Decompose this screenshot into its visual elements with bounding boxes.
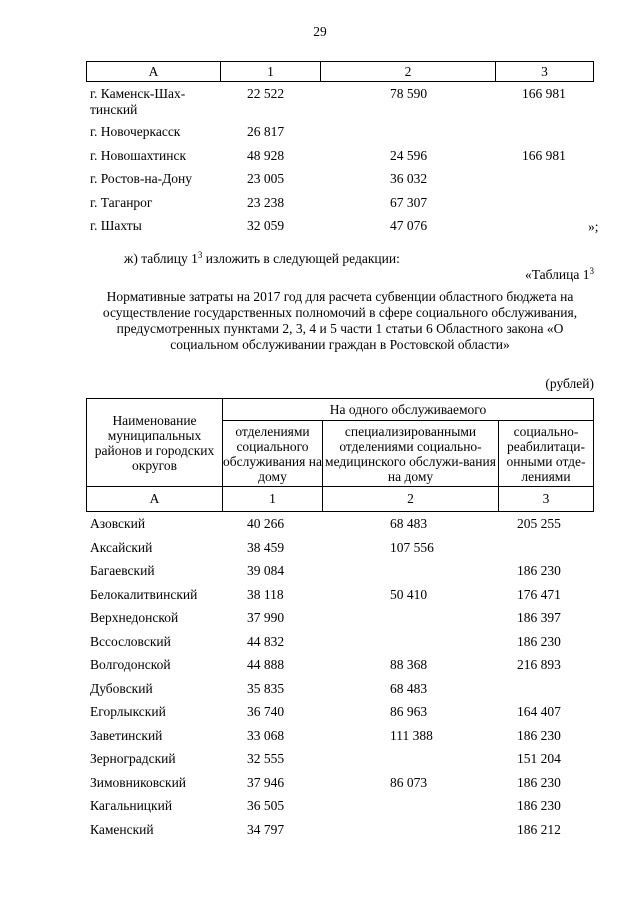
row-name: г. Новошахтинск: [90, 147, 186, 163]
cell-value: 67 307: [390, 194, 428, 210]
table-row: [90, 171, 594, 195]
cell-value: 86 963: [390, 704, 428, 719]
table-row: [90, 148, 594, 172]
cell-value: 35 835: [247, 680, 285, 696]
page-number: 29: [313, 24, 327, 39]
unit-label: (рублей): [545, 376, 594, 391]
table-row: [90, 516, 594, 540]
header-sub-cell: специализированными отделениями социально-медицинского обслужи-вания на дому: [323, 421, 499, 486]
cell-value: 40 266: [247, 516, 285, 531]
cell-value: 32 555: [247, 751, 285, 766]
cell-value: 37 990: [247, 610, 285, 625]
row-name: Зимовниковский: [90, 774, 187, 790]
row-name: г. Ростов-на-Дону: [90, 171, 193, 187]
cell-value: 111 388: [390, 727, 433, 743]
cell-value: 186 397: [517, 610, 561, 625]
table-row: [90, 218, 594, 242]
cell-value: 186 212: [517, 821, 561, 837]
header-index-cell: 3: [542, 491, 550, 506]
table1-header-cell: 3: [495, 62, 593, 81]
table1-header-cell: 2: [320, 62, 495, 81]
row-name: Дубовский: [90, 680, 153, 696]
amendment-paragraph: [124, 250, 400, 267]
cell-value: 36 740: [247, 704, 285, 719]
cell-value: 22 522: [247, 86, 285, 101]
row-name: Верхнедонской: [90, 610, 179, 625]
header-index-cell: 2: [323, 487, 499, 511]
table-row: [90, 634, 594, 658]
cell-value: 50 410: [390, 586, 428, 602]
header-name-cell: Наименование муниципальных районов и городских округов: [87, 399, 223, 486]
cell-value: 186 230: [517, 798, 561, 813]
table-row: [90, 728, 594, 752]
table1-header-cell: А: [148, 63, 159, 79]
cell-value: 37 946: [247, 774, 285, 790]
paragraph-text: ж) таблицу 1: [124, 251, 198, 266]
paragraph-text: изложить в следующей редакции:: [202, 251, 400, 266]
cell-value: 44 888: [247, 657, 285, 672]
cell-value: 86 073: [390, 774, 428, 790]
cell-value: 38 118: [247, 586, 284, 602]
table-row: [90, 704, 594, 728]
cell-value: 186 230: [517, 633, 561, 649]
row-name: Егорлыкский: [90, 704, 166, 719]
row-name: Зерноградский: [90, 751, 176, 766]
table-row: [90, 751, 594, 775]
cell-value: 47 076: [390, 218, 428, 234]
cell-value: 186 230: [517, 774, 561, 790]
row-name: Азовский: [90, 516, 146, 531]
cell-value: 164 407: [517, 704, 561, 719]
row-name: Белокалитвинский: [90, 586, 198, 602]
table-row: [90, 195, 594, 219]
row-name: Каменский: [90, 821, 154, 837]
cell-value: 23 005: [247, 171, 285, 187]
cell-value: 186 230: [517, 563, 561, 578]
header-index-row: [87, 486, 593, 511]
row-name: Аксайский: [90, 539, 153, 555]
cell-value: 68 483: [390, 516, 428, 531]
cell-value: 166 981: [522, 147, 566, 163]
cell-value: 24 596: [390, 147, 428, 163]
row-name: г. Таганрог: [90, 194, 153, 210]
table-row: [90, 775, 594, 799]
cell-value: 186 230: [517, 727, 561, 743]
cell-value: 48 928: [247, 147, 285, 163]
table-row: [90, 798, 594, 822]
table-row: [90, 563, 594, 587]
cell-value: 32 059: [247, 218, 285, 234]
row-name: Багаевский: [90, 563, 155, 578]
cell-value: 36 505: [247, 798, 285, 813]
row-name: г. Каменск-Шах-тинский: [90, 86, 186, 117]
cell-value: 36 032: [390, 171, 428, 187]
quote-close: »;: [588, 219, 599, 234]
cell-value: 44 832: [247, 633, 285, 649]
table-row: [90, 657, 594, 681]
cell-value: 107 556: [390, 539, 434, 555]
cell-value: 26 817: [247, 124, 285, 139]
cell-value: 151 204: [517, 751, 561, 766]
header-index-cell: 1: [223, 487, 323, 511]
cell-value: 176 471: [517, 586, 561, 602]
cell-value: 38 459: [247, 539, 285, 555]
row-name: Заветинский: [90, 727, 163, 743]
row-name: Волгодонской: [90, 657, 171, 672]
table1-body: [90, 86, 594, 242]
cell-value: 23 238: [247, 194, 285, 210]
table1-header: [86, 61, 594, 82]
table-row: [90, 540, 594, 564]
superscript: 3: [197, 250, 203, 260]
header-group-cell: На одного обслуживаемого: [223, 399, 593, 421]
table2-header: [86, 398, 594, 512]
row-name: г. Шахты: [90, 218, 142, 234]
cell-value: 88 368: [390, 657, 428, 672]
cell-value: 78 590: [390, 86, 428, 101]
table-row: [90, 822, 594, 846]
cell-value: 34 797: [247, 821, 285, 837]
table-row: [90, 610, 594, 634]
row-name: г. Новочеркасск: [90, 124, 181, 139]
table-label-text: «Таблица 1: [525, 267, 590, 282]
table-row: [90, 681, 594, 705]
table-label: [525, 266, 594, 283]
cell-value: 166 981: [522, 86, 566, 101]
cell-value: 33 068: [247, 727, 285, 743]
table-row: [90, 124, 594, 148]
superscript: 3: [589, 266, 594, 276]
cell-value: 205 255: [517, 516, 561, 531]
cell-value: 68 483: [390, 680, 428, 696]
table1-header-cell: 1: [220, 62, 320, 81]
table-row: [90, 587, 594, 611]
header-sub-cell: отделениями социального обслуживания на дому: [223, 421, 323, 486]
row-name: Кагальницкий: [90, 798, 173, 813]
table-caption: Нормативные затраты на 2017 год для расчета субвенции областного бюджета на осуществление государственных полномочий в сфере социального обслуживания, предусмотренных пунктами 2, 3, 4 и 5 части 1 статьи 6 Областного закона «О социальном обслуживании граждан в Ростовской области»: [102, 289, 578, 352]
cell-value: 216 893: [517, 657, 561, 672]
table-row: [90, 86, 594, 124]
header-sub-cell: социально-реабилитаци-онными отде-лениями: [506, 423, 586, 484]
table2-body: [90, 516, 594, 845]
row-name: Вссословский: [90, 633, 171, 649]
header-index-cell: А: [87, 487, 223, 511]
cell-value: 39 084: [247, 563, 285, 578]
